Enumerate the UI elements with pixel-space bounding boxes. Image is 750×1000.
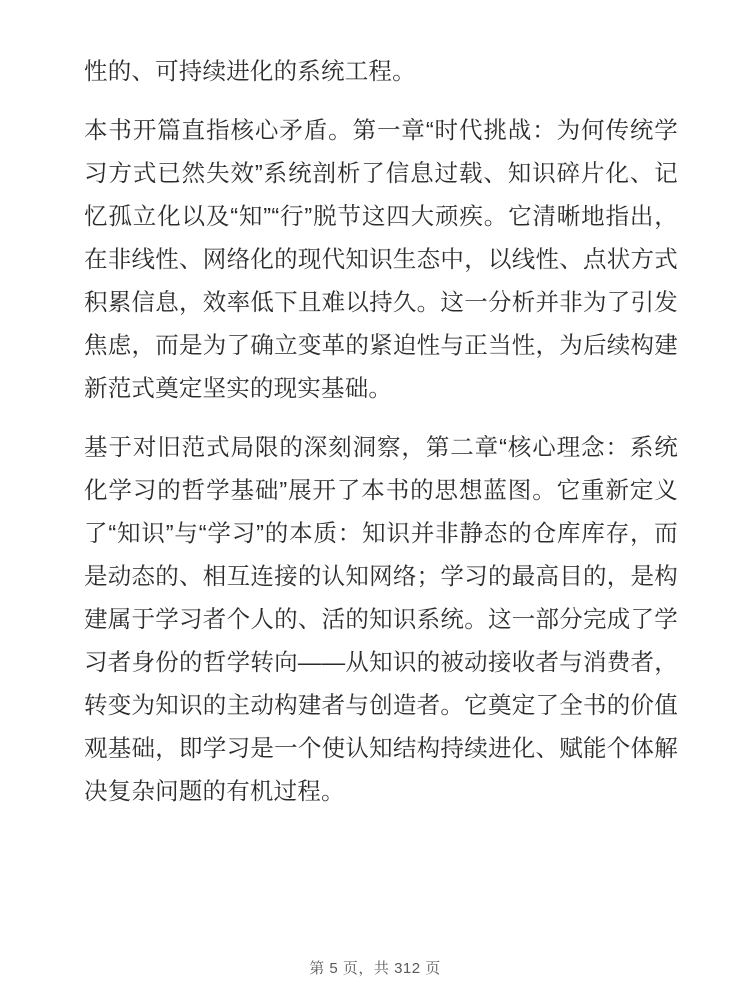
paragraph-chapter-two: 基于对旧范式局限的深刻洞察，第二章“核心理念：系统化学习的哲学基础”展开了本书的思想蓝图。它重新定义了“知识”与“学习”的本质：知识并非静态的仓库库存，而是动态的、相互连接的认知网络；学习的最高目的，是构建属于学习者个人的、活的知识系统。这一部分完成了学习者身份的哲学转向——从知识的被动接收者与消费者，转变为知识的主动构建者与创造者。它奠定了全书的价值观基础，即学习是一个使认知结构持续进化、赋能个体解决复杂问题的有机过程。 <box>84 434 678 804</box>
paragraph-continued: 性的、可持续进化的系统工程。 <box>84 58 416 84</box>
page-body <box>84 50 678 813</box>
page-footer: 第 5 页，共 312 页 <box>309 960 441 977</box>
paragraph-chapter-one: 本书开篇直指核心矛盾。第一章“时代挑战：为何传统学习方式已然失效”系统剖析了信息过载、知识碎片化、记忆孤立化以及“知”“行”脱节这四大顽疾。它清晰地指出，在非线性、网络化的现代知识生态中，以线性、点状方式积累信息，效率低下且难以持久。这一分析并非为了引发焦虑，而是为了确立变革的紧迫性与正当性，为后续构建新范式奠定坚实的现实基础。 <box>84 117 678 401</box>
